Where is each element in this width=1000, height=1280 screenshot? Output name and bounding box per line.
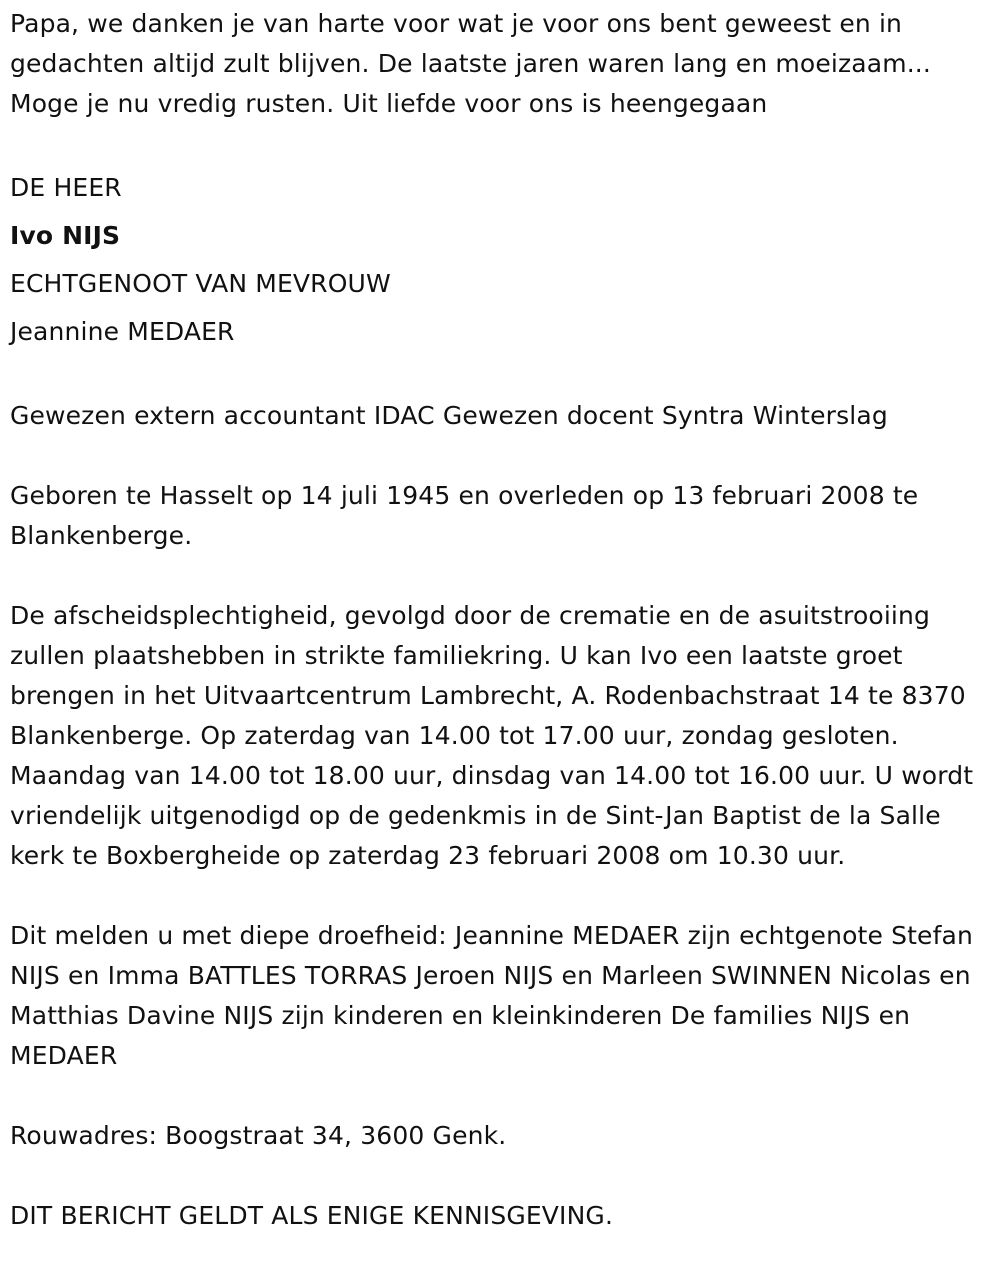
notice-paragraph: DIT BERICHT GELDT ALS ENIGE KENNISGEVING. <box>10 1201 614 1230</box>
obituary-notice <box>10 0 995 1236</box>
spacer <box>10 1076 995 1116</box>
profession-paragraph: Gewezen extern accountant IDAC Gewezen docent Syntra Winterslag <box>10 401 888 430</box>
spacer <box>10 356 995 396</box>
birth-death-paragraph: Geboren te Hasselt op 14 juli 1945 en overleden op 13 februari 2008 te Blankenberge. <box>10 481 927 550</box>
honorific: DE HEER <box>10 173 122 202</box>
spacer <box>10 556 995 596</box>
spacer <box>10 436 995 476</box>
intro-paragraph: Papa, we danken je van harte voor wat je voor ons bent geweest en in gedachten altijd zult blijven. De laatste jaren waren lang en moeizaam... Moge je nu vredig rusten. Uit liefde voor ons is heengegaan <box>10 9 940 118</box>
spacer <box>10 876 995 916</box>
deceased-name: Ivo NIJS <box>10 221 121 250</box>
spouse-name: Jeannine MEDAER <box>10 317 235 346</box>
ceremony-paragraph: De afscheidsplechtigheid, gevolgd door de crematie en de asuitstrooiing zullen plaatshebben in strikte familiekring. U kan Ivo een laatste groet brengen in het Uitvaartcentrum Lambrecht, A. Rodenbachstraat 14 te 8370 Blankenberge. Op zaterdag van 14.00 tot 17.00 uur, zondag gesloten. Maandag van 14.00 tot 18.00 uur, dinsdag van 14.00 tot 16.00 uur. U wordt vriendelijk uitgenodigd op de gedenkmis in de Sint-Jan Baptist de la Salle kerk te Boxbergheide op zaterdag 23 februari 2008 om 10.30 uur. <box>10 601 982 870</box>
mourners-paragraph: Dit melden u met diepe droefheid: Jeannine MEDAER zijn echtgenote Stefan NIJS en Imma BATTLES TORRAS Jeroen NIJS en Marleen SWINNEN Nicolas en Matthias Davine NIJS zijn kinderen en kleinkinderen De families NIJS en MEDAER <box>10 921 982 1070</box>
spacer <box>10 1156 995 1196</box>
spouse-label: ECHTGENOOT VAN MEVROUW <box>10 269 391 298</box>
address-paragraph: Rouwadres: Boogstraat 34, 3600 Genk. <box>10 1121 507 1150</box>
spacer <box>10 124 995 164</box>
